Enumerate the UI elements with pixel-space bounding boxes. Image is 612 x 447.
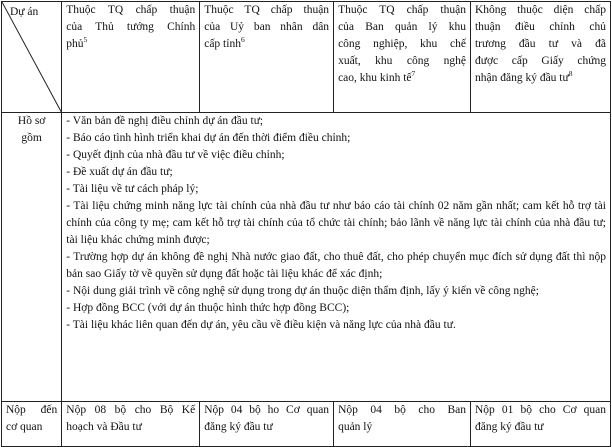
corner-cell — [2, 2, 62, 113]
header-line: phủ — [66, 38, 84, 50]
footnote-mark: 7 — [411, 69, 416, 79]
header-line: Không thuộc diện chấp — [474, 4, 606, 16]
submission-line: Nộp 01 bộ cho Cơ quan — [474, 404, 606, 416]
submission-cell-management-board — [334, 402, 471, 447]
dossier-item: - Tài liệu về tư cách pháp lý; — [66, 183, 199, 195]
header-line: nhận đăng ký đầu tư — [474, 72, 569, 84]
dossier-item: - Quyết định của nhà đầu tư về việc điều chỉnh; — [66, 149, 285, 161]
header-line-last — [338, 70, 466, 87]
submission-cell-registration-agency — [200, 402, 334, 447]
document-page — [1, 1, 611, 446]
header-line: công nghiệp, khu chế — [338, 38, 466, 50]
submission-cell-registration-office — [470, 402, 610, 447]
footnote-mark: 5 — [83, 35, 88, 45]
submission-line: hoạch và Đầu tư — [66, 421, 142, 433]
dossier-item: - Tài liệu khác liên quan đến dự án, yêu cầu về điều kiện và năng lực của nhà đầu tư. — [66, 319, 456, 331]
header-line: của Thủ tướng Chính — [66, 21, 196, 33]
header-line-last — [475, 70, 606, 87]
header-line: của Ban quản lý khu — [338, 21, 466, 33]
header-line: Thuộc TQ chấp thuận — [204, 4, 330, 16]
header-cell-management-board — [334, 2, 471, 113]
dossier-item: - Văn bản đề nghị điều chỉnh dự án đầu tư; — [66, 115, 264, 127]
submission-label-word: đến — [40, 404, 58, 416]
header-line-last — [66, 36, 195, 53]
dossier-label-line: gồm — [21, 132, 42, 144]
header-line: trương đầu tư và đã — [474, 38, 606, 50]
header-cell-prime-minister — [62, 2, 200, 113]
submission-line: Nộp 04 bộ ho Cơ quan — [204, 404, 330, 416]
footnote-mark: 6 — [240, 35, 245, 45]
submission-line: đăng ký đầu tư — [204, 421, 273, 433]
header-line-last — [204, 36, 329, 53]
dossier-list — [66, 113, 606, 334]
footnote-mark: 8 — [568, 69, 573, 79]
submission-label-line — [6, 402, 57, 419]
submission-line: quản lý — [338, 421, 373, 433]
dossier-label-line: Hồ sơ — [17, 115, 46, 127]
submission-label-line: cơ quan — [6, 421, 43, 433]
submission-label-cell — [2, 402, 62, 447]
header-line: cao, khu kinh tế — [338, 72, 412, 84]
dossier-row — [2, 113, 611, 402]
header-line: xuất, khu công nghệ — [338, 55, 466, 67]
investment-adjustment-table — [1, 1, 611, 447]
submission-line: đăng ký đầu tư — [474, 421, 544, 433]
dossier-item: - Đề xuất dự án đầu tư; — [66, 166, 173, 178]
dossier-item: - Trường hợp dự án không đề nghị Nhà nước giao đất, cho thuê đất, cho phép chuyển mục đích sử dụng đất thì nộp bản sao Giấy tờ về quyền sử dụng đất hoặc tài liệu khác để xác định; — [66, 251, 606, 280]
header-cell-provincial-committee — [200, 2, 334, 113]
dossier-item: - Nội dung giải trình về công nghệ sử dụng trong dự án thuộc diện thẩm định, lấy ý kiến về công nghệ; — [66, 285, 539, 297]
header-line: cấp tỉnh — [204, 38, 241, 50]
submission-line: Nộp 08 bộ cho Bộ Kế — [66, 404, 196, 416]
submission-label-word: Nộp — [6, 404, 26, 416]
submission-cell-ministry — [62, 402, 200, 447]
header-line: của Uỷ ban nhân dân — [204, 21, 330, 33]
header-line: Thuộc TQ chấp thuận — [338, 4, 466, 16]
header-cell-not-subject-to-approval — [470, 2, 610, 113]
header-line: thuận điều chỉnh chủ — [474, 21, 606, 33]
header-line: Thuộc TQ chấp thuận — [66, 4, 196, 16]
submission-row — [2, 402, 611, 447]
submission-line: Nộp 04 bộ cho Ban — [338, 404, 466, 416]
dossier-items-cell — [62, 113, 611, 402]
dossier-item: - Báo cáo tình hình triển khai dự án đến thời điểm điều chỉnh; — [66, 132, 351, 144]
corner-label: Dự án — [10, 6, 39, 18]
dossier-item: - Tài liệu chứng minh năng lực tài chính của nhà đầu tư như báo cáo tài chính 02 năm gần nhất; cam kết hỗ trợ tài chính của công ty mẹ; cam kết hỗ trợ tài chính của tổ chức tài chính; bảo lãnh về năng lực tài chính của nhà đầu tư; tài liệu khác chứng minh được; — [66, 200, 606, 246]
dossier-label-cell — [2, 113, 62, 402]
dossier-item: - Hợp đồng BCC (với dự án thuộc hình thức hợp đồng BCC); — [66, 302, 350, 314]
header-row — [2, 2, 611, 113]
header-line: được cấp Giấy chứng — [474, 55, 606, 67]
